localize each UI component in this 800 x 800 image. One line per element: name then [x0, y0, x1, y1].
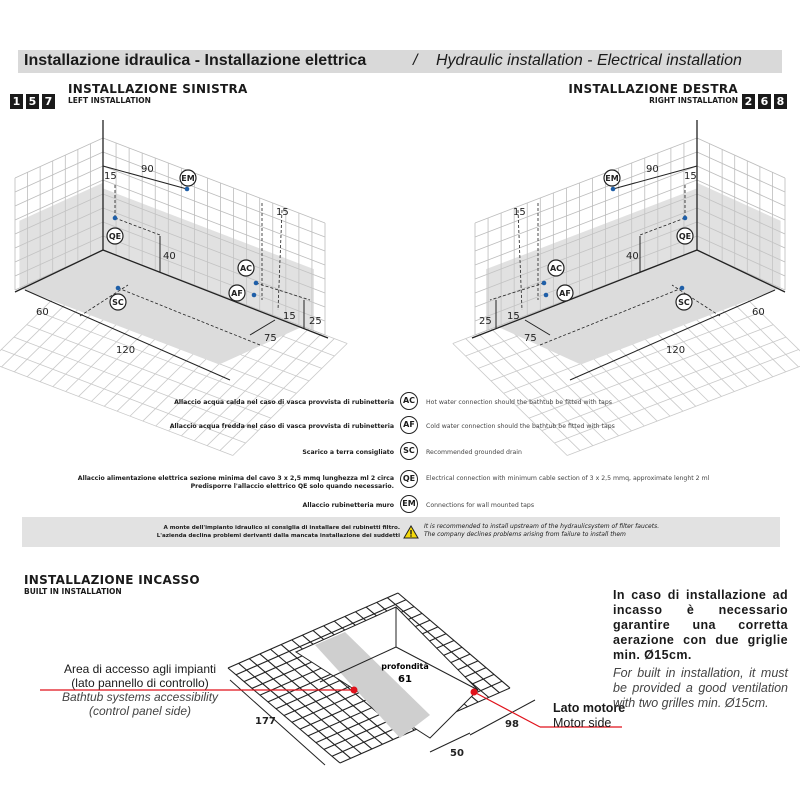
- motor-en: Motor side: [553, 716, 612, 730]
- dim-60: 60: [36, 307, 49, 318]
- dim-40: 40: [626, 251, 639, 262]
- marker-af: AF: [231, 289, 243, 298]
- dim-25: 25: [309, 316, 322, 327]
- dim-75: 75: [524, 333, 537, 344]
- model-number: 6: [758, 94, 771, 109]
- note-line: L'azienda declina problemi derivanti dalla mancata installazione dei suddetti: [156, 533, 400, 539]
- motor-point: [471, 689, 478, 696]
- connection-point: [185, 187, 190, 192]
- dim-60: 60: [752, 307, 765, 318]
- connection-point: [683, 216, 688, 221]
- marker-ac: AC: [549, 264, 563, 273]
- title-separator: /: [413, 52, 418, 69]
- legend-en: Hot water connection should the bathtub be fitted with taps: [426, 399, 612, 406]
- marker-qe: QE: [678, 232, 692, 241]
- marker-af: AF: [559, 289, 571, 298]
- model-number: 7: [42, 94, 55, 109]
- marker-em: EM: [605, 174, 619, 183]
- access-en: (control panel side): [88, 704, 192, 718]
- note-line: The company declines problems arising from failure to install them: [424, 531, 626, 538]
- dim-15: 15: [513, 207, 526, 218]
- note-line: It is recommended to install upstream of the hydraulicsystem of filter faucets.: [424, 523, 660, 530]
- sc-icon: SC: [400, 442, 418, 460]
- dim-90: 90: [646, 164, 659, 175]
- legend-en: Recommended grounded drain: [426, 449, 522, 456]
- dim-40: 40: [163, 251, 176, 262]
- connection-point: [611, 187, 616, 192]
- dim-120: 120: [666, 345, 686, 356]
- built-in-heading: INSTALLAZIONE INCASSO: [24, 573, 200, 587]
- built-in-subheading: BUILT IN INSTALLATION: [24, 587, 122, 596]
- access-area-label: [40, 662, 240, 718]
- dim-120: 120: [116, 345, 136, 356]
- legend-en: Cold water connection should the bathtub be fitted with taps: [426, 423, 615, 430]
- legend-en: Connections for wall mounted taps: [426, 502, 535, 509]
- legend-it-line: Allaccio alimentazione elettrica sezione minima del cavo 3 x 2,5 mmq lunghezza ml 2 circa: [77, 475, 394, 482]
- title-italian: Installazione idraulica - Installazione elettrica: [24, 52, 367, 69]
- motor-it: Lato motore: [553, 701, 626, 715]
- marker-sc: SC: [112, 298, 124, 307]
- title-english: Hydraulic installation - Electrical installation: [436, 52, 742, 69]
- note-line: A monte dell'impianto idraulico si consiglia di installare dei rubinetti filtro.: [163, 525, 400, 531]
- access-en: Bathtub systems accessibility: [61, 690, 219, 704]
- dim-25: 25: [479, 316, 492, 327]
- legend-it: Allaccio rubinetteria muro: [302, 502, 394, 509]
- access-it: (lato pannello di controllo): [71, 676, 209, 690]
- legend-it-line: Predisporre l'allaccio elettrico QE solo quando necessario.: [190, 483, 394, 490]
- model-number: 1: [10, 94, 23, 109]
- legend-it: Allaccio acqua fredda nel caso di vasca provvista di rubinetteria: [169, 423, 394, 430]
- legend-it: Allaccio acqua calda nel caso di vasca provvista di rubinetteria: [174, 399, 394, 406]
- dim-15: 15: [283, 311, 296, 322]
- marker-qe: QE: [108, 232, 122, 241]
- model-number: 8: [774, 94, 787, 109]
- legend-en: Electrical connection with minimum cable section of 3 x 2,5 mmq, approximate lenght 2 ml: [426, 475, 710, 482]
- built-in-info-it: In caso di installazione ad incasso è necessario garantire una corretta aerazione con due griglie min. Ø15cm.: [613, 588, 788, 662]
- legend-it: [78, 475, 394, 491]
- dim-90: 90: [141, 164, 154, 175]
- ac-icon: AC: [400, 392, 418, 410]
- marker-em: EM: [181, 174, 195, 183]
- depth-value: 61: [398, 674, 412, 685]
- left-heading: INSTALLAZIONE SINISTRA: [68, 82, 248, 96]
- model-number: 2: [742, 94, 755, 109]
- access-point: [351, 687, 358, 694]
- connection-point: [542, 281, 547, 286]
- dim-98: 98: [505, 719, 519, 730]
- em-icon: EM: [400, 495, 418, 513]
- connection-point: [252, 293, 257, 298]
- dim-177: 177: [255, 716, 276, 727]
- connection-point: [254, 281, 259, 286]
- dim-50: 50: [450, 748, 464, 759]
- warning-icon: [403, 525, 419, 539]
- dimension-line: [230, 680, 325, 765]
- note-italian: [157, 524, 400, 540]
- right-subheading: RIGHT INSTALLATION: [649, 96, 738, 105]
- dim-15: 15: [507, 311, 520, 322]
- note-english: [424, 523, 659, 539]
- marker-sc: SC: [678, 298, 690, 307]
- dim-75: 75: [264, 333, 277, 344]
- built-in-info-en: For built in installation, it must be provided a good ventilation with two grilles min. Ø15cm.: [613, 666, 788, 710]
- access-it: Area di accesso agli impianti: [63, 662, 217, 676]
- marker-ac: AC: [239, 264, 253, 273]
- qe-icon: QE: [400, 470, 418, 488]
- filter-note-band: [22, 517, 780, 547]
- af-icon: AF: [400, 416, 418, 434]
- dim-15: 15: [276, 207, 289, 218]
- built-in-heading-block: [24, 574, 200, 596]
- left-subheading: LEFT INSTALLATION: [68, 96, 151, 105]
- connection-point: [544, 293, 549, 298]
- model-number: 5: [26, 94, 39, 109]
- connection-point: [113, 216, 118, 221]
- connection-point: [116, 286, 121, 291]
- dim-15: 15: [104, 171, 117, 182]
- connection-point: [680, 286, 685, 291]
- dimension-line: [470, 700, 535, 735]
- depth-label: profondità: [381, 662, 429, 671]
- dim-15: 15: [684, 171, 697, 182]
- legend-it: Scarico a terra consigliato: [302, 449, 394, 456]
- right-heading: INSTALLAZIONE DESTRA: [568, 82, 738, 96]
